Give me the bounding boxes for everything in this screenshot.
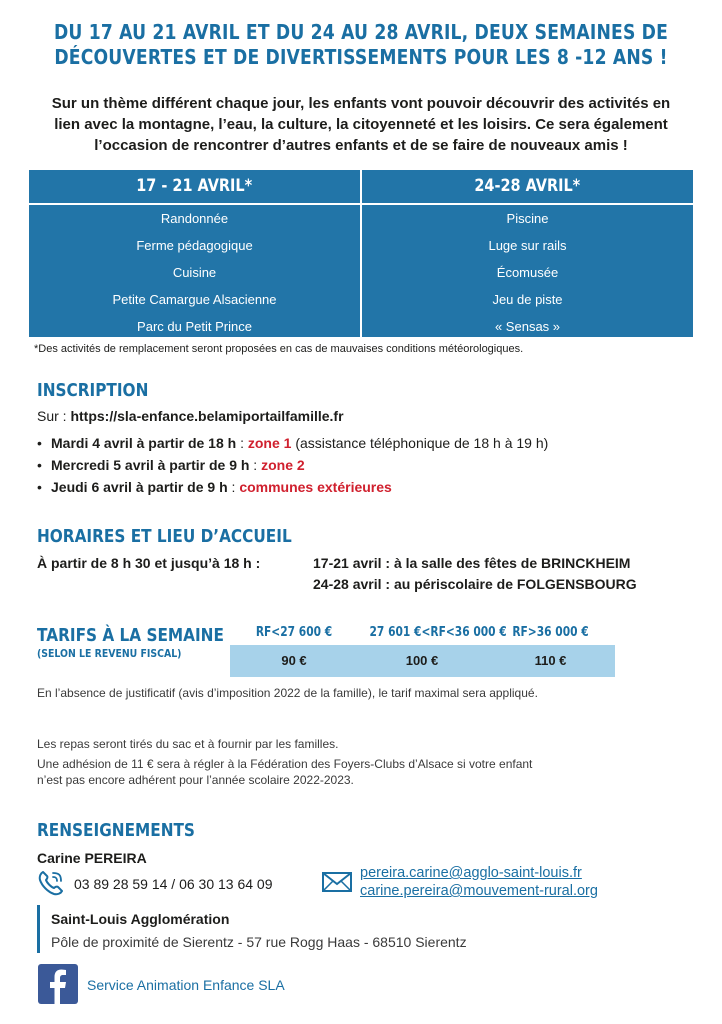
tarifs-subtitle: (SELON LE REVENU FISCAL): [37, 647, 182, 660]
inscription-title: INSCRIPTION: [37, 380, 149, 401]
inscription-zone: zone 1: [247, 435, 292, 451]
horaires-time: À partir de 8 h 30 et jusqu’à 18 h :: [37, 555, 261, 571]
inscription-url-line: [37, 408, 344, 424]
facebook-f-glyph: [38, 964, 78, 1004]
email-icon: [322, 872, 352, 892]
week-2-activity: Jeu de piste: [492, 292, 563, 307]
week-2-title: 24-28 AVRIL*: [362, 170, 693, 205]
organization-address: Pôle de proximité de Sierentz - 57 rue Rogg Haas - 68510 Sierentz: [51, 934, 467, 950]
activities-table: [29, 170, 693, 337]
tarif-bracket-1: RF<27 600 €: [255, 625, 333, 640]
week-2-activity: Piscine: [506, 211, 549, 226]
week-1-activity: Parc du Petit Prince: [137, 319, 252, 334]
email-link-1[interactable]: pereira.carine@agglo-saint-louis.fr: [360, 865, 582, 881]
headline-line-1: DU 17 AU 21 AVRIL ET DU 24 AU 28 AVRIL, DEUX SEMAINES DE: [53, 20, 669, 44]
tarif-values-bar: [230, 645, 615, 677]
week-1-activity: Petite Camargue Alsacienne: [112, 292, 277, 307]
tarif-bracket-3: RF>36 000 €: [512, 625, 589, 640]
week-2-activity: Luge sur rails: [488, 238, 567, 253]
inscription-row: [37, 476, 548, 498]
address-accent-bar: [37, 905, 40, 953]
tarif-value-2: 100 €: [405, 653, 439, 668]
inscription-row: [37, 454, 548, 476]
intro-line-1: Sur un thème différent chaque jour, les enfants vont pouvoir découvrir des activités en: [51, 95, 671, 112]
inscription-dates: [37, 432, 548, 498]
week-2-activity: « Sensas »: [494, 319, 561, 334]
horaires-title: HORAIRES ET LIEU D’ACCUEIL: [37, 526, 292, 547]
week-1-column: [29, 170, 360, 337]
bullet-icon: •: [37, 457, 42, 473]
separator: :: [249, 457, 262, 473]
meals-info: Les repas seront tirés du sac et à fournir par les familles.: [37, 737, 339, 751]
tarif-note: En l’absence de justificatif (avis d’imposition 2022 de la famille), le tarif maximal sera appliqué.: [37, 686, 538, 700]
inscription-note: (assistance téléphonique de 18 h à 19 h): [291, 435, 549, 451]
phone-numbers: 03 89 28 59 14 / 06 30 13 64 09: [74, 876, 273, 892]
horaires-place-1: 17-21 avril : à la salle des fêtes de BRINCKHEIM: [313, 555, 631, 571]
sur-label: Sur :: [37, 408, 71, 424]
tarif-value-3: 110 €: [534, 653, 567, 668]
intro-line-3: l’occasion de rencontrer d’autres enfants et de se faire de nouveaux amis !: [94, 137, 628, 154]
phone-icon: [37, 869, 65, 897]
inscription-date: Jeudi 6 avril à partir de 9 h: [51, 479, 228, 495]
week-1-activity: Randonnée: [160, 211, 229, 226]
intro-paragraph: [30, 93, 692, 156]
contact-name: Carine PEREIRA: [37, 850, 147, 866]
membership-line-2: n’est pas encore adhérent pour l’année scolaire 2022-2023.: [37, 773, 354, 787]
week-1-activity: Cuisine: [172, 265, 217, 280]
inscription-zone: communes extérieures: [239, 479, 392, 495]
organization-name: Saint-Louis Agglomération: [51, 911, 230, 927]
week-2-column: [362, 170, 693, 337]
inscription-url-link[interactable]: https://sla-enfance.belamiportailfamille.fr: [70, 408, 344, 424]
headline: [51, 20, 672, 70]
inscription-zone: zone 2: [261, 457, 305, 473]
membership-line-1: Une adhésion de 11 € sera à régler à la Fédération des Foyers-Clubs d’Alsace si votre enfant: [37, 757, 533, 771]
intro-line-2: lien avec la montagne, l’eau, la culture, la citoyenneté et les loisirs. Ce sera également: [54, 116, 668, 133]
facebook-icon[interactable]: [38, 964, 78, 1004]
facebook-page-name[interactable]: Service Animation Enfance SLA: [87, 977, 285, 993]
tarifs-title: TARIFS À LA SEMAINE: [37, 625, 224, 646]
separator: :: [227, 479, 240, 495]
headline-line-2: DÉCOUVERTES ET DE DIVERTISSEMENTS POUR LES 8 -12 ANS !: [54, 45, 668, 69]
renseignements-title: RENSEIGNEMENTS: [37, 820, 195, 841]
tarif-bracket-2: 27 601 €<RF<36 000 €: [369, 625, 507, 640]
tarif-value-1: 90 €: [281, 653, 307, 668]
week-2-activity: Écomusée: [496, 265, 559, 280]
separator: :: [236, 435, 248, 451]
bullet-icon: •: [37, 435, 42, 451]
inscription-row: [37, 432, 548, 454]
inscription-date: Mercredi 5 avril à partir de 9 h: [51, 457, 250, 473]
horaires-place-2: 24-28 avril : au périscolaire de FOLGENSBOURG: [313, 576, 637, 592]
week-1-activity: Ferme pédagogique: [136, 238, 253, 253]
email-link-2[interactable]: carine.pereira@mouvement-rural.org: [360, 883, 598, 899]
weather-footnote: *Des activités de remplacement seront proposées en cas de mauvaises conditions météorologiques.: [34, 343, 524, 355]
week-1-title: 17 - 21 AVRIL*: [29, 170, 360, 205]
inscription-date: Mardi 4 avril à partir de 18 h: [51, 435, 237, 451]
bullet-icon: •: [37, 479, 42, 495]
